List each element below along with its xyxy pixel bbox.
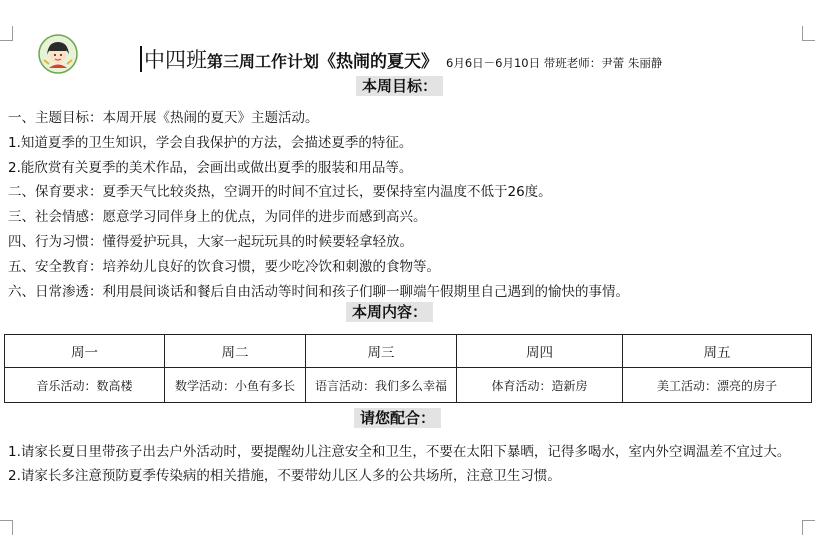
- goal-line: 三、社会情感：愿意学习同伴身上的优点，为同伴的进步而感到高兴。: [8, 209, 427, 226]
- cooperation-line: 2.请家长多注意预防夏季传染病的相关措施，不要带幼儿区人多的公共场所，注意卫生习惯。: [8, 468, 561, 484]
- dates-and-teachers: 6月6日－6月10日 带班老师：尹蕾 朱丽静: [446, 56, 663, 70]
- cooperation-list: [8, 440, 798, 488]
- goal-line: 1.知道夏季的卫生知识，学会自我保护的方法，会描述夏季的特征。: [8, 134, 413, 151]
- table-row: [5, 368, 812, 403]
- goal-line: 一、主题目标：本周开展《热闹的夏天》主题活动。: [8, 110, 319, 126]
- class-name: 中四班: [144, 48, 207, 72]
- goal-line: 六、日常渗透：利用晨间谈话和餐后自由活动等时间和孩子们聊一聊端午假期里自己遇到的愉快的事情。: [8, 283, 629, 300]
- cooperation-heading: 请您配合：: [354, 408, 441, 428]
- goals-list: [8, 108, 629, 306]
- goals-heading: 本周目标：: [356, 76, 443, 96]
- week-plan-title: 第三周工作计划: [207, 52, 320, 71]
- crop-mark-bottom-left: [0, 520, 13, 535]
- child-face-logo-icon: [38, 34, 78, 74]
- activity-cell: 数学活动：小鱼有多长: [165, 368, 306, 403]
- text-cursor: [140, 46, 142, 72]
- activity-cell: 语言活动：我们多么幸福: [306, 368, 457, 403]
- weekly-content-table: [4, 334, 812, 403]
- day-header: 周二: [165, 335, 306, 368]
- activity-cell: 体育活动：造新房: [457, 368, 623, 403]
- day-header: 周五: [623, 335, 812, 368]
- goal-line: 二、保育要求：夏季天气比较炎热，空调开的时间不宜过长，要保持室内温度不低于26度。: [8, 184, 552, 201]
- table-header-row: [5, 335, 812, 368]
- activity-cell: 美工活动：漂亮的房子: [623, 368, 812, 403]
- crop-mark-bottom-right: [802, 520, 815, 535]
- goal-line: 2.能欣赏有关夏季的美术作品，会画出或做出夏季的服装和用品等。: [8, 159, 413, 176]
- crop-mark-top-left: [0, 26, 13, 41]
- goal-line: 五、安全教育：培养幼儿良好的饮食习惯，要少吃冷饮和刺激的食物等。: [8, 258, 440, 275]
- cooperation-line: 1.请家长夏日里带孩子出去户外活动时，要提醒幼儿注意安全和卫生，不要在太阳下暴晒，记得多喝水，室内外空调温差不宜过大。: [8, 444, 791, 460]
- goal-line: 四、行为习惯：懂得爱护玩具，大家一起玩玩具的时候要轻拿轻放。: [8, 233, 413, 250]
- activity-cell: 音乐活动：数高楼: [5, 368, 165, 403]
- content-heading: 本周内容：: [346, 302, 433, 322]
- day-header: 周一: [5, 335, 165, 368]
- crop-mark-top-right: [802, 26, 815, 41]
- theme-title: 《热闹的夏天》: [319, 52, 439, 72]
- document-header: [140, 44, 662, 74]
- day-header: 周四: [457, 335, 623, 368]
- day-header: 周三: [306, 335, 457, 368]
